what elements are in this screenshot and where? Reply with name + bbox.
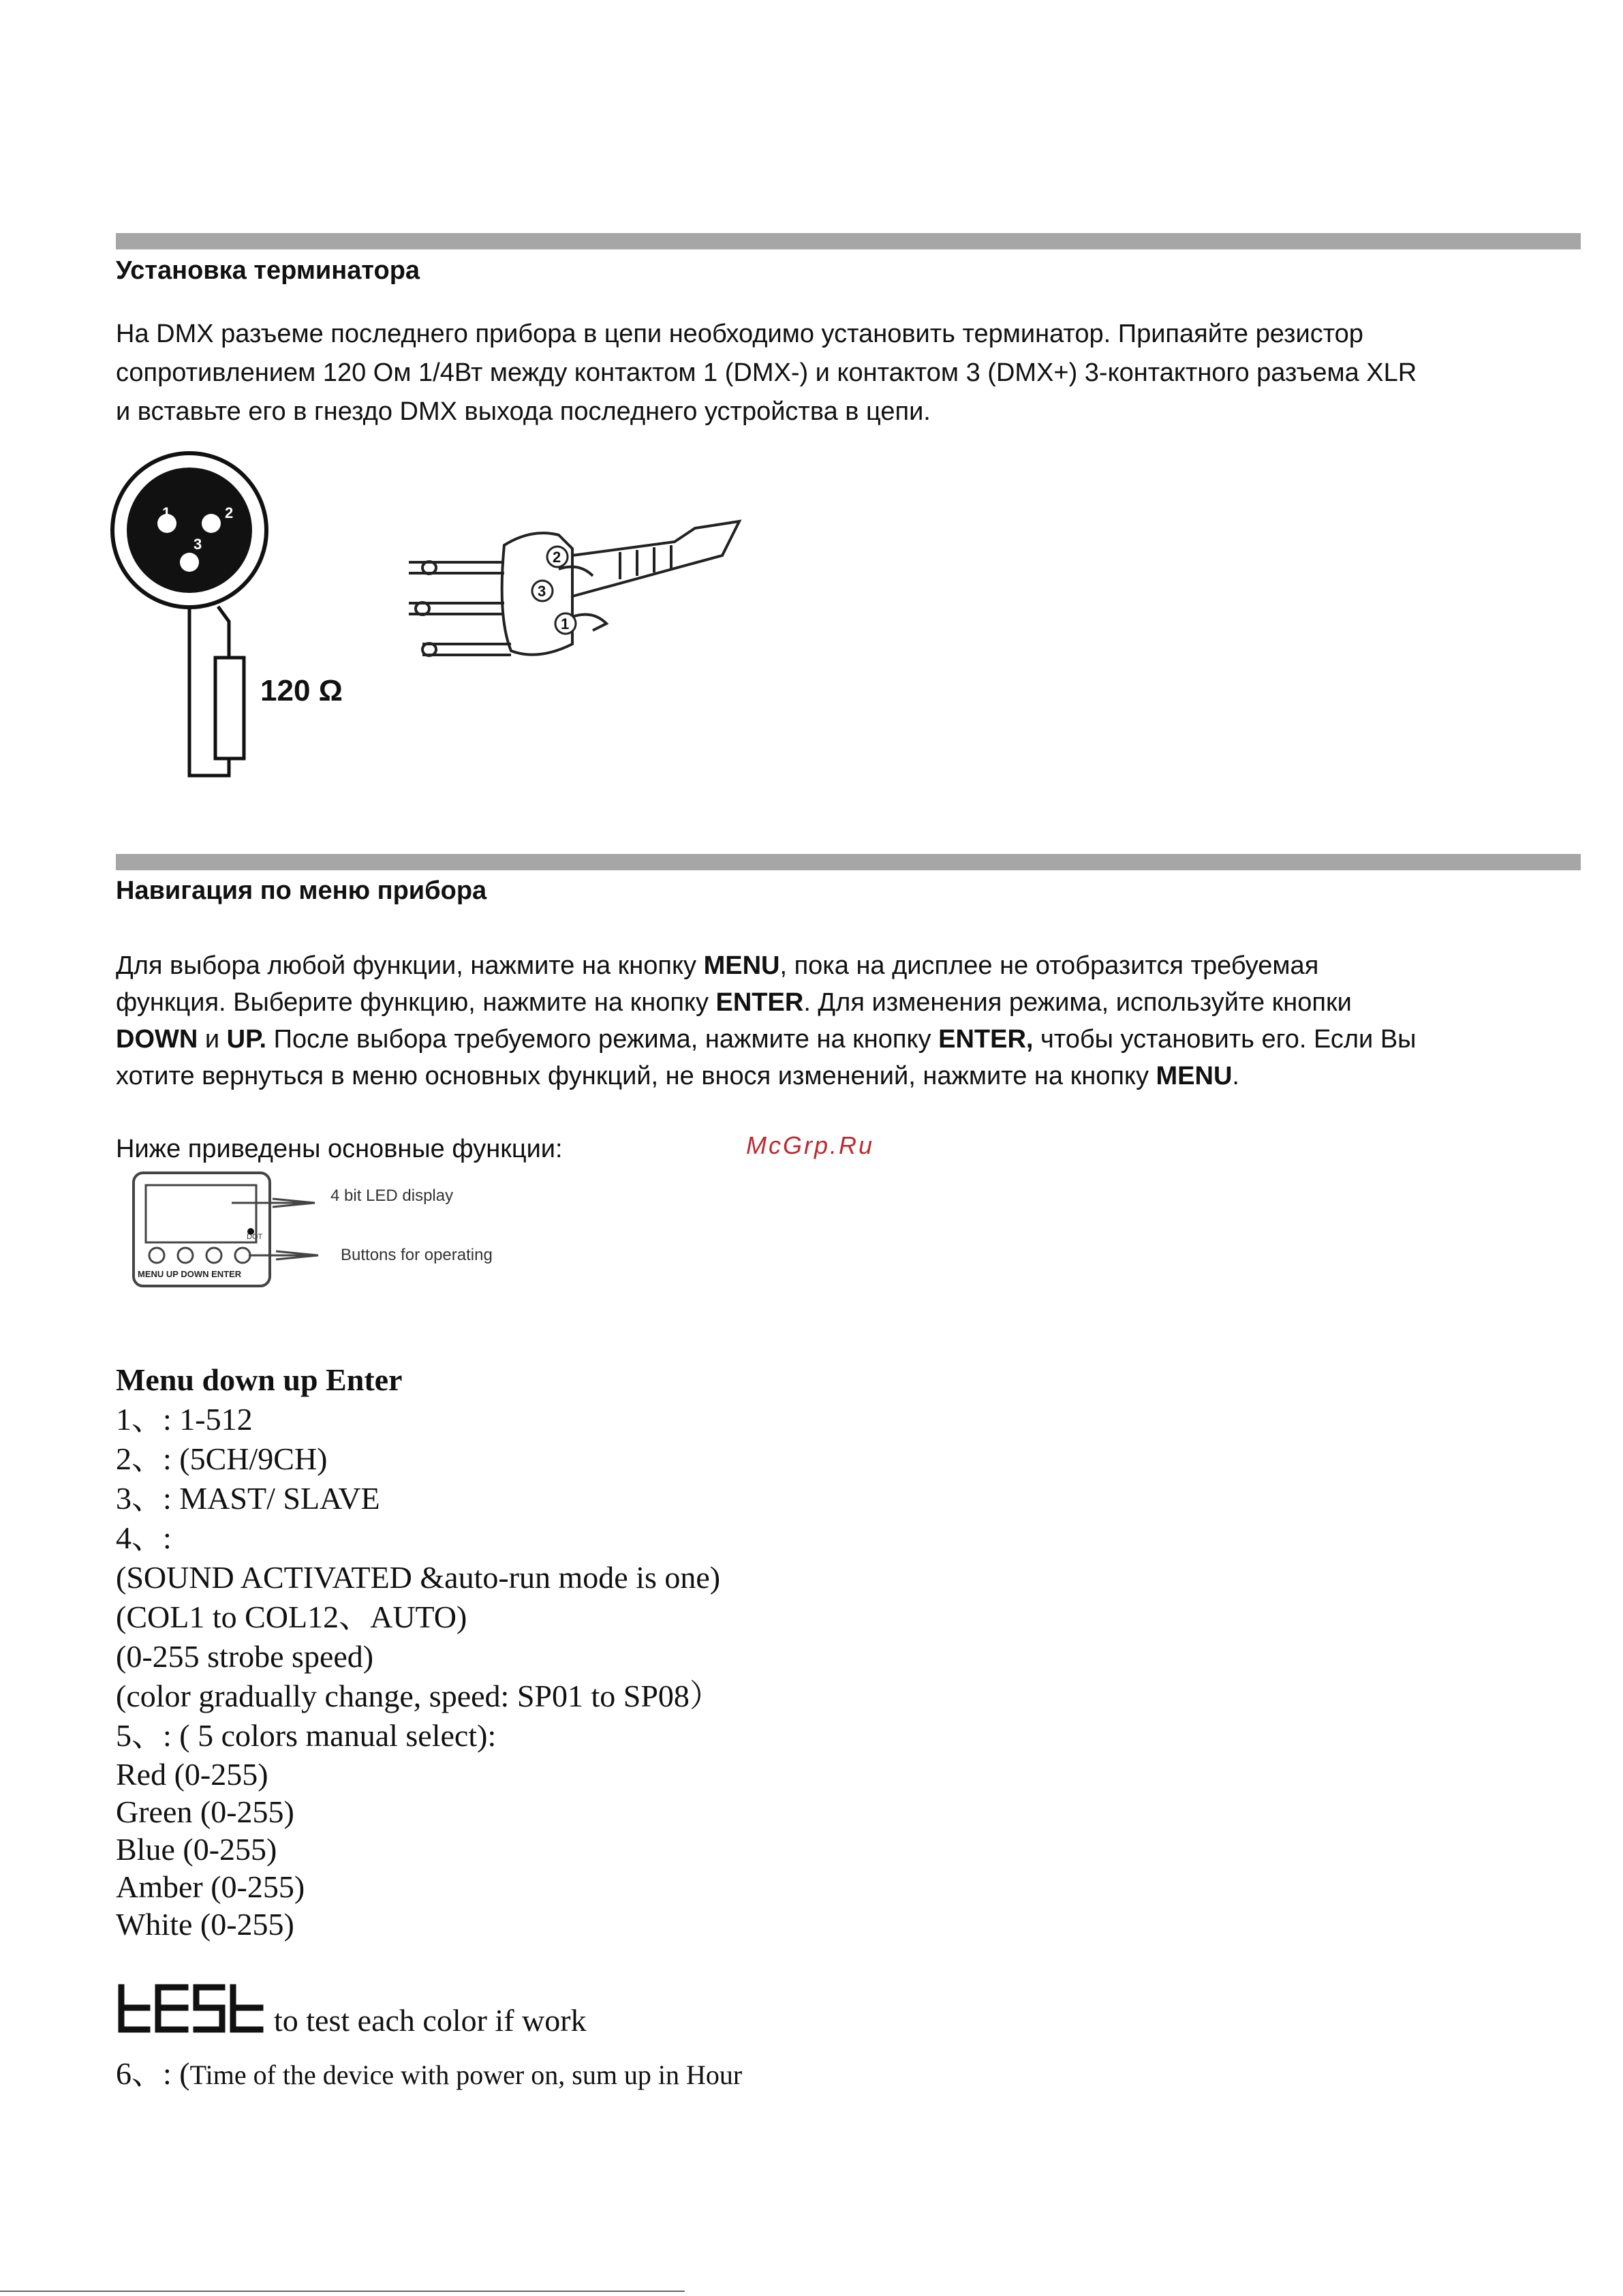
menu-list-title: Menu down up Enter [116, 1362, 403, 1397]
list-item: 1、: 1-512 [116, 1402, 253, 1437]
led-display-callout: 4 bit LED display [330, 1187, 454, 1205]
list-item: Red (0-255) [116, 1757, 268, 1792]
resistor-value-label: 120 Ω [260, 674, 343, 707]
test-seven-segment-glyph [116, 1983, 269, 2035]
terminator-line-2: сопротивлением 120 Ом 1/4Вт между контактом 1 (DMX-) и контактом 3 (DMX+) 3-контактного разъема XLR [116, 358, 1417, 387]
plug-pin-1-label: 1 [561, 615, 570, 632]
list-item: Blue (0-255) [116, 1832, 277, 1867]
footer-rule [0, 2291, 685, 2292]
control-panel-diagram [129, 1169, 538, 1291]
button-names-label: MENU UP DOWN ENTER [138, 1269, 242, 1279]
list-item: 4、: [116, 1520, 172, 1555]
xlr-terminator-diagram [109, 450, 382, 784]
list-item-runtime: 6、: (Time of the device with power on, sum up in Hour [116, 2056, 743, 2091]
plug-pin-2-label: 2 [553, 549, 561, 566]
section-divider-1 [116, 233, 1581, 249]
functions-intro: Ниже приведены основные функции: [116, 1135, 563, 1163]
navigation-line-2: функция. Выберите функцию, нажмите на кнопку ENTER. Для изменения режима, используйте кнопки [116, 988, 1352, 1017]
section-heading-terminator: Установка терминатора [116, 256, 420, 285]
menu-function-list [116, 1360, 721, 1943]
menu-button-symbol [149, 1248, 164, 1263]
down-button-symbol [206, 1248, 221, 1263]
list-item: (SOUND ACTIVATED &auto-run mode is one) [116, 1560, 721, 1595]
dot-label: DOT [247, 1233, 263, 1241]
pin-2-label: 2 [225, 504, 234, 521]
section-heading-menu-navigation: Навигация по меню прибора [116, 876, 487, 905]
navigation-line-3: DOWN и UP. После выбора требуемого режима, нажмите на кнопку ENTER, чтобы установить его. Если Вы [116, 1025, 1417, 1054]
led-display-window [146, 1185, 256, 1242]
plug-pin-3-label: 3 [538, 583, 546, 600]
pin-2-hole [202, 514, 221, 533]
test-description: to test each color if work [274, 2003, 587, 2038]
navigation-line-4: хотите вернуться в меню основных функций, не внося изменений, нажмите на кнопку MENU. [116, 1062, 1239, 1090]
pin-3-label: 3 [194, 536, 202, 553]
navigation-paragraph [116, 947, 1588, 1095]
xlr-plug-illustration [402, 515, 756, 671]
list-item: 3、: MAST/ SLAVE [116, 1481, 380, 1516]
navigation-line-1: Для выбора любой функции, нажмите на кнопку MENU, пока на дисплее не отобразится требуемая [116, 951, 1319, 980]
list-item: (color gradually change, speed: SP01 to SP08） [116, 1679, 721, 1713]
terminator-line-3: и вставьте его в гнездо DMX выхода последнего устройства в цепи. [116, 397, 931, 426]
up-button-symbol [178, 1248, 193, 1263]
terminator-line-1: На DMX разъеме последнего прибора в цепи необходимо установить терминатор. Припаяйте резистор [116, 320, 1363, 348]
terminator-paragraph [116, 315, 1588, 431]
enter-button-symbol [235, 1248, 250, 1263]
list-item: (0-255 strobe speed) [116, 1639, 374, 1674]
pin-1-label: 1 [162, 504, 171, 521]
watermark: McGrp.Ru [746, 1131, 875, 1159]
resistor-symbol [215, 658, 244, 759]
list-item: (COL1 to COL12、AUTO) [116, 1599, 467, 1634]
list-item: White (0-255) [116, 1907, 294, 1942]
list-item: Green (0-255) [116, 1794, 294, 1829]
list-item: 5、: ( 5 colors manual select): [116, 1718, 497, 1753]
section-divider-2 [116, 854, 1581, 870]
list-item: Amber (0-255) [116, 1869, 305, 1904]
list-item: 2、: (5CH/9CH) [116, 1441, 328, 1476]
pin-3-hole [180, 553, 199, 572]
buttons-callout: Buttons for operating [341, 1246, 493, 1264]
